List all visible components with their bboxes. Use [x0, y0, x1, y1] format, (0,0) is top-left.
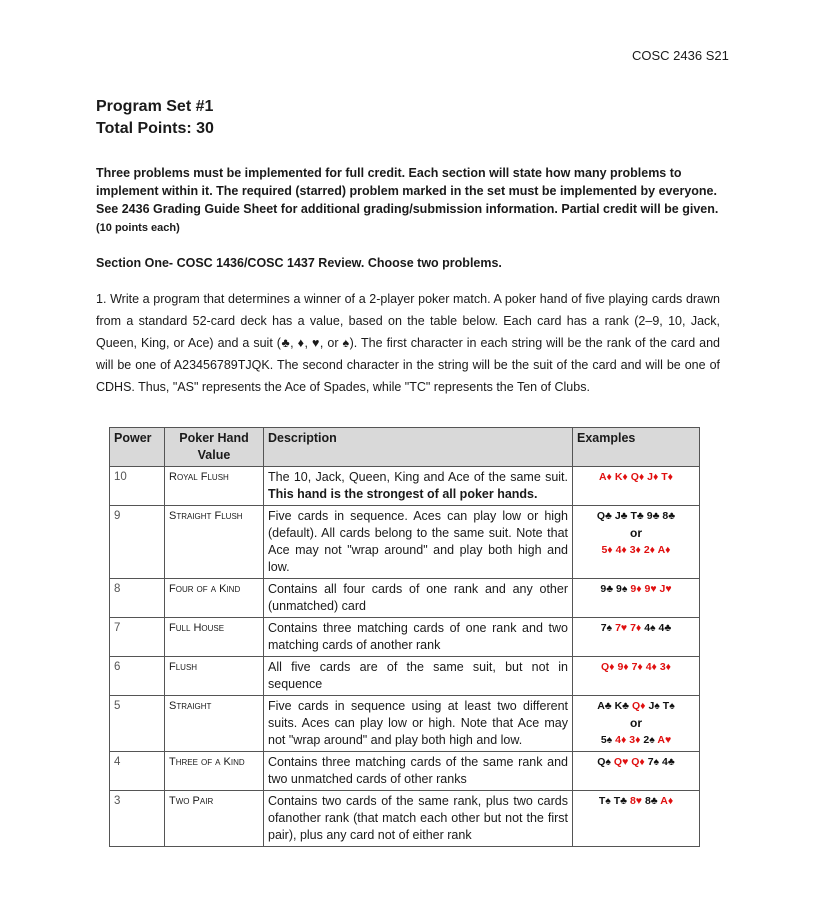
card: 3♦: [659, 661, 672, 673]
row-examples: [573, 467, 700, 506]
section-heading: Section One- COSC 1436/COSC 1437 Review. Choose two problems.: [96, 256, 502, 270]
table-row: [110, 506, 700, 579]
card: J♦: [647, 471, 659, 483]
row-examples: [573, 791, 700, 847]
example-hand-1: [577, 659, 695, 676]
table-header-row: [110, 428, 700, 467]
row-examples: [573, 579, 700, 618]
card: K♦: [614, 471, 628, 483]
card: T♠: [598, 795, 611, 807]
card: 5♦: [601, 544, 613, 556]
card: Q♣: [596, 510, 612, 522]
card: 2♦: [643, 544, 656, 556]
card: J♣: [614, 510, 628, 522]
card: 7♦: [630, 622, 642, 634]
row-description-text: Contains all four cards of one rank and any other (unmatched) card: [268, 582, 568, 613]
card: Q♥: [613, 756, 629, 768]
card: 4♣: [662, 756, 675, 768]
row-description: [264, 752, 573, 791]
row-description-bold: This hand is the strongest of all poker hands.: [268, 487, 538, 501]
example-or: or: [630, 526, 642, 540]
table-row: [110, 618, 700, 657]
table-row: [110, 696, 700, 752]
card: 5♠: [600, 734, 613, 746]
card: J♥: [659, 583, 672, 595]
row-hand-value: Full House: [165, 618, 264, 657]
card: 7♦: [631, 661, 643, 673]
card: 2♠: [643, 734, 655, 746]
row-description-text: Contains three matching cards of the same rank and two unmatched cards of other ranks: [268, 755, 568, 786]
row-power: 3: [110, 791, 165, 847]
card: 3♦: [629, 734, 641, 746]
program-set-title: Program Set #1: [96, 98, 214, 115]
row-examples: [573, 696, 700, 752]
card: 7♥: [615, 622, 628, 634]
card: 9♦: [630, 583, 642, 595]
table-row: [110, 752, 700, 791]
card: Q♦: [632, 700, 646, 712]
row-examples: [573, 506, 700, 579]
card: 4♠: [644, 622, 656, 634]
row-description-text: Contains two cards of the same rank, plus two cards ofanother rank (that match each other but not the first pair), plus any card not of either rank: [268, 794, 568, 842]
card: A♥: [657, 734, 672, 746]
table-row: [110, 791, 700, 847]
intro-text: Three problems must be implemented for full credit. Each section will state how many problems to implement within it. The required (starred) problem marked in the set must be implemented by everyone. See 2436 Grading Guide Sheet for additional grading/submission information. Partial credit will be given.: [96, 166, 719, 216]
card: 4♦: [615, 544, 627, 556]
row-power: 5: [110, 696, 165, 752]
row-examples: [573, 752, 700, 791]
card: T♠: [662, 700, 675, 712]
card: Q♦: [630, 471, 645, 483]
header-description: Description: [264, 428, 573, 467]
card: K♣: [614, 700, 630, 712]
row-hand-value: Royal Flush: [165, 467, 264, 506]
row-hand-value: Three of a Kind: [165, 752, 264, 791]
row-description: [264, 657, 573, 696]
card: 9♥: [644, 583, 657, 595]
row-description: [264, 579, 573, 618]
card: 9♣: [646, 510, 660, 522]
example-hand-1: [577, 698, 695, 715]
row-hand-value: Straight Flush: [165, 506, 264, 579]
example-hand-2: [577, 732, 695, 749]
row-examples: [573, 618, 700, 657]
table-row: [110, 579, 700, 618]
card: 7♠: [600, 622, 613, 634]
row-description: [264, 791, 573, 847]
row-description-text: Contains three matching cards of one rank and two matching cards of another rank: [268, 621, 568, 652]
card: 4♣: [658, 622, 672, 634]
row-hand-value: Two Pair: [165, 791, 264, 847]
row-power: 10: [110, 467, 165, 506]
row-power: 6: [110, 657, 165, 696]
card: 3♦: [629, 544, 641, 556]
total-points-title: Total Points: 30: [96, 120, 214, 137]
card: 7♠: [647, 756, 660, 768]
intro-paragraph: [96, 164, 726, 237]
card: J♠: [648, 700, 660, 712]
row-description-text: The 10, Jack, Queen, King and Ace of the same suit.: [268, 470, 568, 484]
card: A♦: [660, 795, 674, 807]
example-hand-1: [577, 469, 695, 486]
card: 9♣: [600, 583, 614, 595]
row-description-text: Five cards in sequence. Aces can play low or high (default). All cards belong to the same suit. Note that Ace may not "wrap around" and play both high and low.: [268, 509, 568, 574]
example-hand-1: [577, 793, 695, 810]
card: 4♦: [645, 661, 657, 673]
row-power: 9: [110, 506, 165, 579]
card: A♦: [598, 471, 612, 483]
card: 4♦: [615, 734, 627, 746]
problem-1-text: 1. Write a program that determines a winner of a 2-player poker match. A poker hand of five playing cards drawn from a standard 52-card deck has a value, based on the table below. Each card has a rank (2–9, 10, Jack, Queen, King, or Ace) and a suit (♣, ♦, ♥, or ♠). The first character in each string will be the rank of the card and will be one of A23456789TJQK. The second character in the string will be the suit of the card and will be one of CDHS. Thus, "AS" represents the Ace of Spades, while "TC" represents the Ten of Clubs.: [96, 292, 720, 394]
row-description: [264, 696, 573, 752]
card: 9♠: [616, 583, 628, 595]
card: A♦: [657, 544, 671, 556]
card: 8♥: [629, 795, 643, 807]
card: 8♣: [644, 795, 658, 807]
row-description: [264, 467, 573, 506]
row-description: [264, 506, 573, 579]
header-value: Poker Hand Value: [165, 428, 264, 467]
card: Q♦: [631, 756, 645, 768]
example-hand-1: [577, 581, 695, 598]
example-hand-1: [577, 754, 695, 771]
poker-hand-table: [109, 427, 700, 847]
row-hand-value: Four of a Kind: [165, 579, 264, 618]
row-hand-value: Flush: [165, 657, 264, 696]
row-description-text: All five cards are of the same suit, but not in sequence: [268, 660, 568, 691]
example-or: or: [630, 716, 642, 730]
card: T♣: [613, 795, 628, 807]
row-hand-value: Straight: [165, 696, 264, 752]
table-row: [110, 657, 700, 696]
intro-points-note: (10 points each): [96, 222, 180, 234]
card: 9♦: [617, 661, 629, 673]
row-examples: [573, 657, 700, 696]
card: T♣: [630, 510, 644, 522]
card: 8♣: [662, 510, 676, 522]
course-header: COSC 2436 S21: [632, 48, 729, 63]
example-hand-1: [577, 620, 695, 637]
header-examples: Examples: [573, 428, 700, 467]
card: Q♦: [600, 661, 615, 673]
example-hand-2: [577, 542, 695, 559]
row-power: 8: [110, 579, 165, 618]
row-description: [264, 618, 573, 657]
row-description-text: Five cards in sequence using at least two different suits. Aces can play low or high. Note that Ace may not "wrap around" and play both high and low.: [268, 699, 568, 747]
row-power: 7: [110, 618, 165, 657]
row-power: 4: [110, 752, 165, 791]
example-hand-1: [577, 508, 695, 525]
header-power: Power: [110, 428, 165, 467]
card: A♣: [597, 700, 612, 712]
card: Q♠: [597, 756, 611, 768]
card: T♦: [661, 471, 674, 483]
table-row: [110, 467, 700, 506]
